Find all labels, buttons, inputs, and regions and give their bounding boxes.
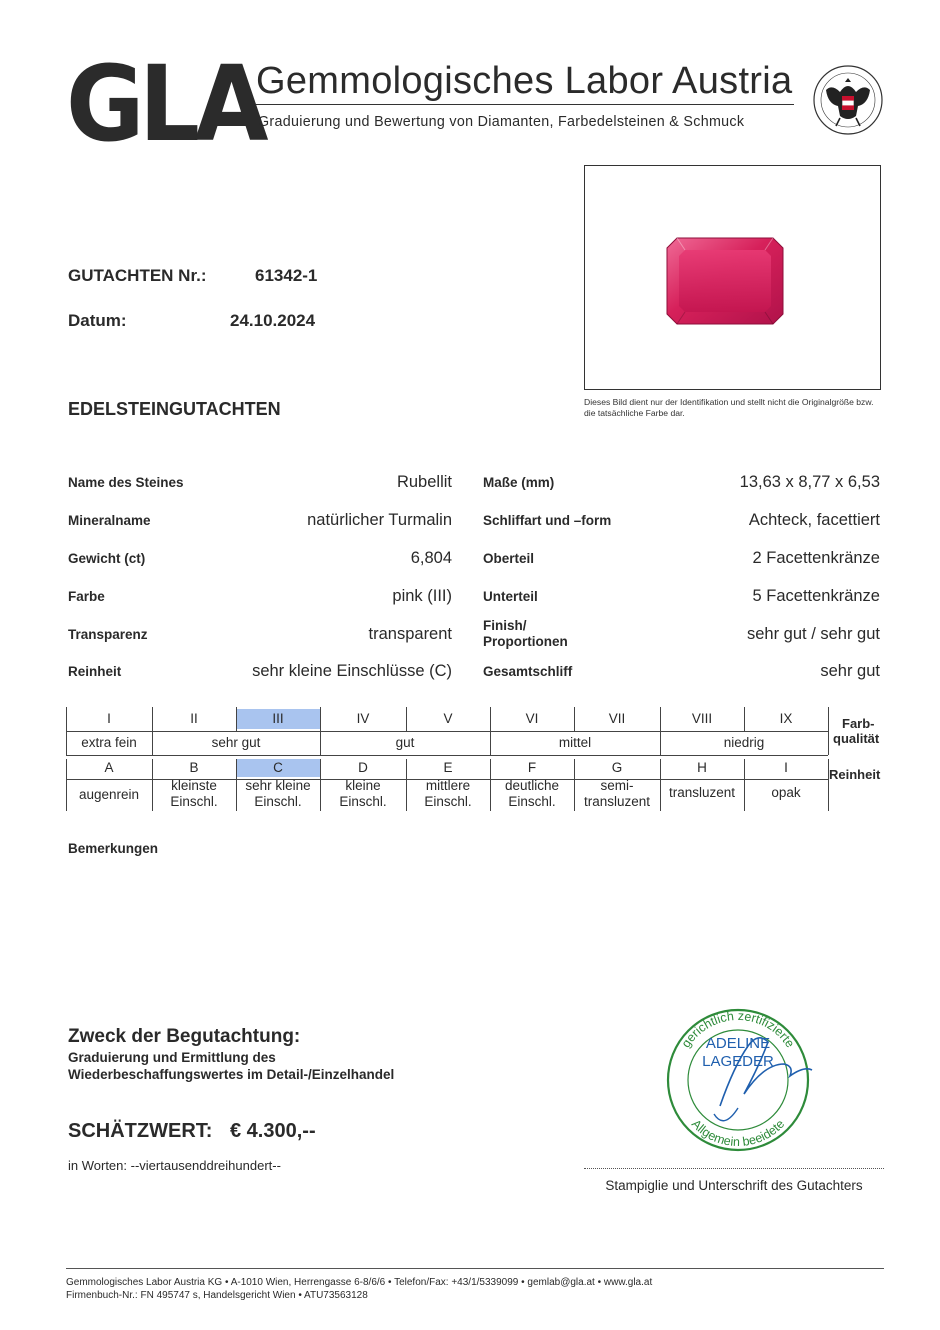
grid-line: [828, 707, 829, 755]
color-grade: III: [272, 711, 284, 726]
detail-label: Transparenz: [68, 627, 148, 642]
clarity-grade: H: [697, 760, 707, 775]
lab-name: Gemmologisches Labor Austria: [256, 60, 793, 102]
purpose-line: Graduierung und Ermittlung des: [68, 1050, 276, 1065]
stamp-arc-bottom: Allgemein beeidete: [688, 1116, 788, 1150]
grid-line: [490, 759, 491, 811]
grid-line: [660, 707, 661, 755]
detail-label: Mineralname: [68, 513, 151, 528]
detail-value: Rubellit: [396, 473, 452, 491]
detail-label: Finish/: [483, 618, 527, 633]
grid-line: [236, 759, 237, 811]
color-grade: IV: [356, 711, 370, 726]
grading-scale: [66, 707, 831, 811]
grid-line: [236, 707, 237, 731]
clarity-description-line: Einschl.: [339, 794, 387, 809]
detail-label: Gesamtschliff: [483, 664, 573, 679]
detail-value: Achteck, facettiert: [748, 511, 880, 529]
signature-flourish-icon: [714, 1108, 738, 1121]
detail-value: 5 Facettenkränze: [752, 587, 880, 605]
grid-line: [574, 759, 575, 811]
color-grade: VIII: [691, 711, 713, 726]
date-label: Datum:: [68, 311, 127, 330]
color-grade: V: [443, 711, 453, 726]
stamp-arc-top: gerichtlich zertifizierte: [678, 1008, 798, 1051]
grid-line: [406, 707, 407, 731]
detail-value: pink (III): [392, 587, 452, 605]
grid-line: [744, 707, 745, 731]
clarity-description-line: Einschl.: [508, 794, 556, 809]
stone-image: [585, 166, 879, 388]
certificate-type: EDELSTEINGUTACHTEN: [68, 399, 281, 419]
detail-label: Schliffart und –form: [483, 513, 612, 528]
footer: [66, 1276, 652, 1302]
grid-line: [490, 707, 491, 755]
color-group: gut: [395, 735, 415, 750]
grid-line: [66, 755, 828, 756]
clarity-description: [490, 778, 574, 810]
grid-line: [574, 707, 575, 731]
color-group: mittel: [558, 735, 592, 750]
grid-line: [66, 707, 67, 755]
certificate-number: 61342-1: [255, 266, 318, 285]
clarity-description-line: semi-: [600, 778, 634, 793]
detail-value: natürlicher Turmalin: [307, 511, 452, 529]
valuation-words: in Worten: --viertausenddreihundert--: [68, 1158, 281, 1173]
color-group: sehr gut: [211, 735, 261, 750]
footer-line: Firmenbuch-Nr.: FN 495747 s, Handelsgericht Wien • ATU73563128: [66, 1290, 368, 1301]
photo-disclaimer: Dieses Bild dient nur der Identifikation und stellt nicht die Originalgröße bzw. die tatsächliche Farbe dar.: [584, 397, 874, 418]
detail-label: Name des Steines: [68, 475, 184, 490]
grid-line: [152, 759, 153, 811]
detail-value: 6,804: [410, 549, 452, 567]
clarity-description: transluzent: [668, 785, 736, 800]
detail-value: sehr gut / sehr gut: [747, 625, 880, 643]
color-grade: I: [107, 711, 111, 726]
clarity-description-line: transluzent: [583, 794, 651, 809]
clarity-description: [574, 778, 660, 810]
grid-line: [744, 759, 745, 811]
clarity-description-line: deutliche: [504, 778, 560, 793]
grid-line: [66, 731, 828, 732]
detail-value: 13,63 x 8,77 x 6,53: [739, 473, 880, 491]
detail-label: Proportionen: [483, 634, 568, 649]
stamp-name: LAGEDER: [702, 1053, 774, 1070]
clarity-grade: B: [189, 760, 199, 775]
clarity-label: Reinheit: [829, 767, 881, 782]
signature-caption: Stampiglie und Unterschrift des Gutachters: [605, 1178, 863, 1193]
color-group: extra fein: [81, 735, 137, 750]
color-grade: VII: [608, 711, 626, 726]
clarity-description-line: kleinste: [171, 778, 217, 793]
clarity-description-line: kleine: [345, 778, 381, 793]
footer-rule: [66, 1268, 884, 1269]
clarity-grade: C: [273, 760, 283, 775]
detail-label: Unterteil: [483, 589, 538, 604]
detail-value: transparent: [368, 625, 452, 643]
color-quality-label: qualität: [833, 731, 880, 746]
clarity-grade: A: [104, 760, 114, 775]
clarity-grade: E: [443, 760, 453, 775]
clarity-description: augenrein: [78, 787, 140, 802]
clarity-grade: I: [784, 760, 788, 775]
detail-value: 2 Facettenkränze: [752, 549, 880, 567]
austrian-eagle-seal-icon: [812, 60, 884, 140]
grid-line: [320, 707, 321, 755]
clarity-description-line: mittlere: [425, 778, 471, 793]
stone-photo-frame: [584, 165, 881, 390]
lab-subtitle: Graduierung und Bewertung von Diamanten, Farbedelsteinen & Schmuck: [258, 114, 745, 130]
detail-label: Reinheit: [68, 664, 122, 679]
clarity-description: [236, 778, 320, 810]
header-rule: [256, 104, 794, 105]
color-group: niedrig: [723, 735, 765, 750]
footer-line: Gemmologisches Labor Austria KG • A-1010 Wien, Herrengasse 6-8/6/6 • Telefon/Fax: +43/1/5339099 • gemlab@gla.at • www.gla.at: [66, 1277, 653, 1288]
clarity-grade: D: [358, 760, 368, 775]
clarity-description-line: Einschl.: [254, 794, 302, 809]
clarity-grade: F: [527, 760, 537, 775]
date-value: 24.10.2024: [230, 311, 316, 330]
grid-line: [66, 759, 67, 811]
color-grade: II: [190, 711, 198, 726]
purpose-title: Zweck der Begutachtung:: [68, 1026, 301, 1047]
clarity-description-line: Einschl.: [424, 794, 472, 809]
detail-label: Oberteil: [483, 551, 535, 566]
detail-label: Gewicht (ct): [68, 551, 146, 566]
valuation-amount: € 4.300,--: [230, 1120, 316, 1142]
purpose-line: Wiederbeschaffungswertes im Detail-/Einzelhandel: [68, 1067, 395, 1082]
clarity-description-line: Einschl.: [170, 794, 218, 809]
clarity-grade: G: [611, 760, 623, 775]
grid-line: [660, 759, 661, 811]
remarks-label: Bemerkungen: [68, 841, 159, 856]
color-quality-label: Farb-: [842, 716, 875, 731]
detail-value: sehr gut: [820, 662, 880, 680]
grid-line: [152, 707, 153, 755]
stamp-name: ADELINE: [705, 1035, 771, 1052]
signature-line: [584, 1168, 884, 1169]
clarity-description: opak: [771, 785, 801, 800]
gla-logo: GLA: [66, 43, 263, 165]
clarity-description: [152, 778, 236, 810]
detail-value: sehr kleine Einschlüsse (C): [252, 662, 452, 680]
valuation-label: SCHÄTZWERT:: [68, 1120, 213, 1142]
clarity-description: [406, 778, 490, 810]
color-grade: VI: [525, 711, 539, 726]
clarity-description-line: sehr kleine: [245, 778, 311, 793]
expert-stamp: [650, 996, 850, 1156]
clarity-description: [320, 778, 406, 810]
detail-label: Farbe: [68, 589, 105, 604]
detail-label: Maße (mm): [483, 475, 555, 490]
grid-line: [406, 759, 407, 811]
grid-line: [66, 779, 828, 780]
grid-line: [320, 759, 321, 811]
color-grade: IX: [779, 711, 793, 726]
certificate-number-label: GUTACHTEN Nr.:: [68, 266, 207, 285]
